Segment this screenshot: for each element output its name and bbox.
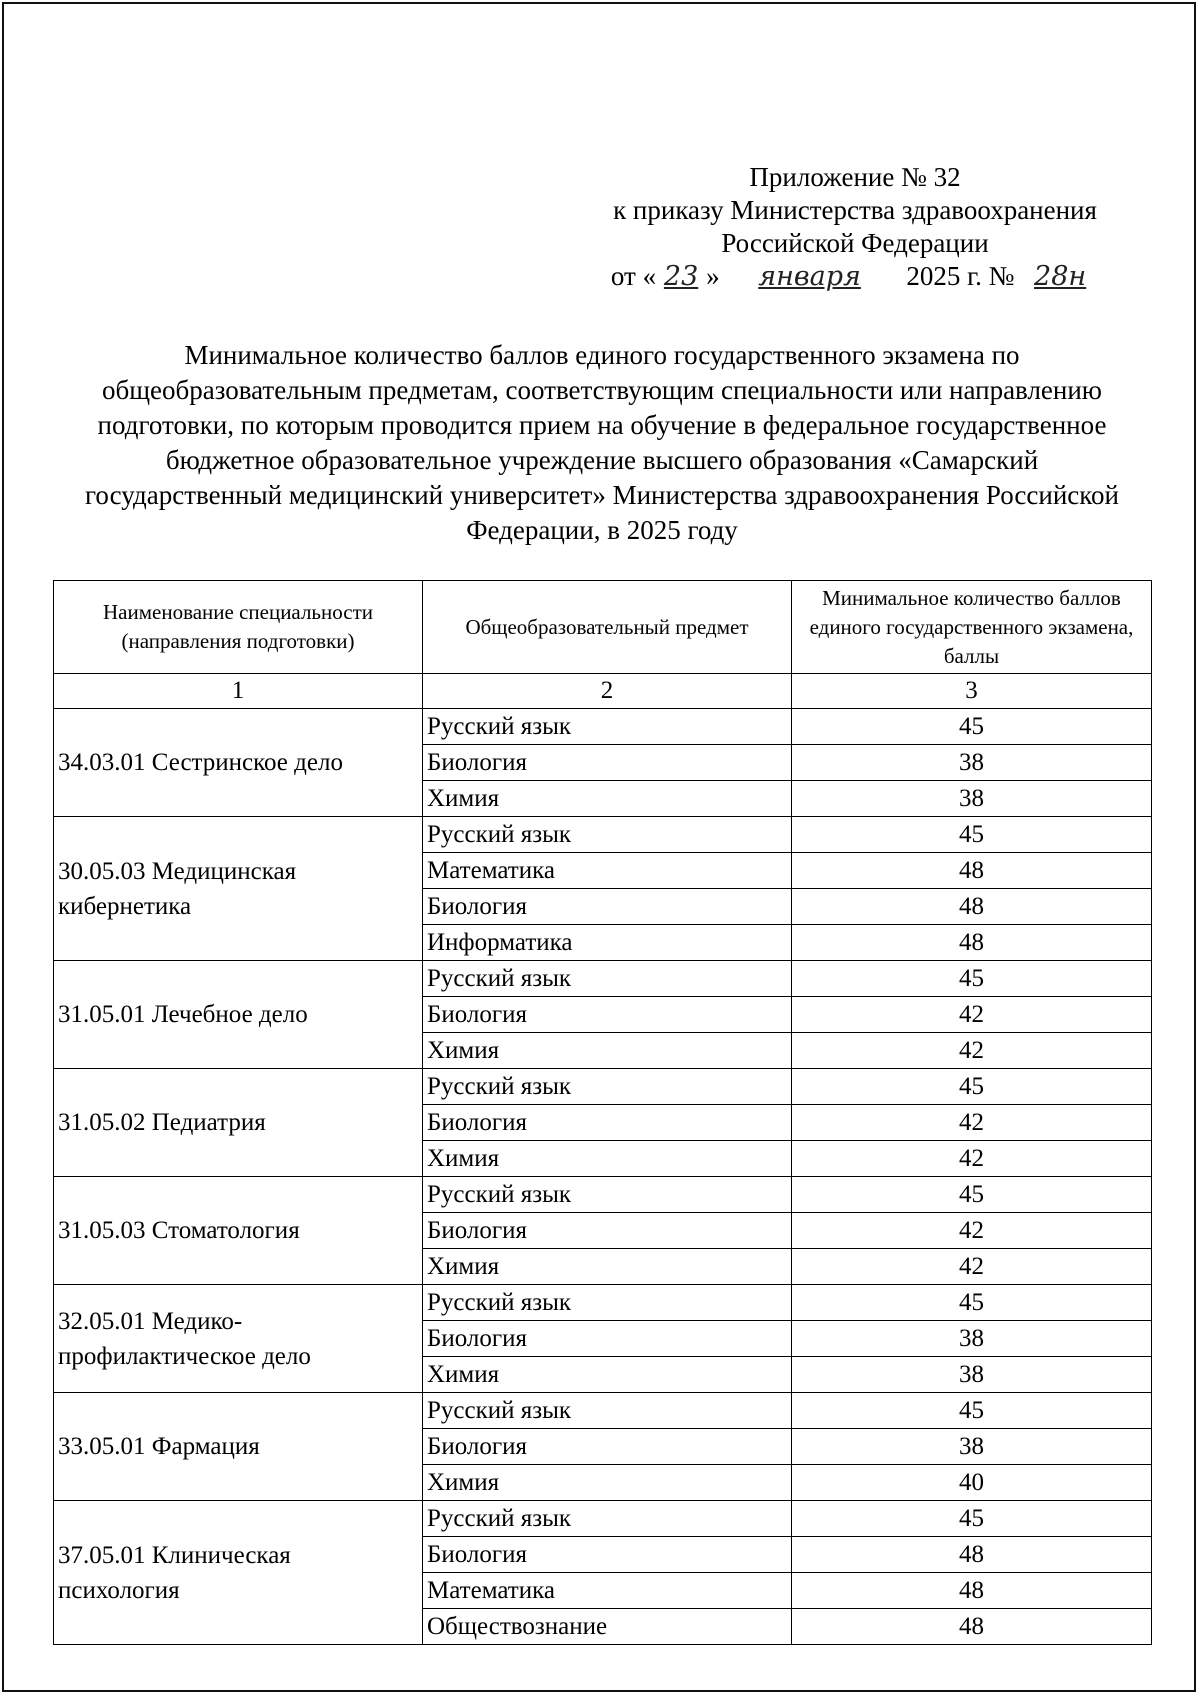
score-cell: 45 [792,709,1152,745]
specialty-cell: 30.05.03 Медицинская кибернетика [54,817,423,961]
subject-cell: Русский язык [423,1177,792,1213]
subject-cell: Химия [423,1357,792,1393]
score-cell: 42 [792,1141,1152,1177]
score-cell: 48 [792,889,1152,925]
subject-cell: Математика [423,1573,792,1609]
subject-cell: Русский язык [423,817,792,853]
subject-cell: Русский язык [423,1393,792,1429]
score-cell: 48 [792,925,1152,961]
table-row [54,817,1152,853]
title-line: общеобразовательным предметам, соответствующим специальности или направлению [102,375,1102,405]
subject-cell: Математика [423,853,792,889]
subject-cell: Русский язык [423,1501,792,1537]
score-cell: 38 [792,745,1152,781]
order-date-line [560,260,1150,293]
date-close-quote: » [706,261,720,291]
federation-line: Российской Федерации [721,228,989,258]
subject-cell: Информатика [423,925,792,961]
subject-cell: Химия [423,1465,792,1501]
handwritten-day: 23 [663,261,699,292]
score-cell: 45 [792,817,1152,853]
score-cell: 42 [792,1213,1152,1249]
column-number: 3 [792,674,1152,709]
score-cell: 42 [792,1105,1152,1141]
specialty-cell: 32.05.01 Медико-профилактическое дело [54,1285,423,1393]
scores-table [53,580,1152,1645]
subject-cell: Химия [423,781,792,817]
specialty-cell: 37.05.01 Клиническая психология [54,1501,423,1645]
table-row [54,1501,1152,1537]
subject-cell: Биология [423,997,792,1033]
date-year: 2025 г. № [906,261,1015,291]
subject-cell: Химия [423,1033,792,1069]
title-line: государственный медицинский университет» Министерства здравоохранения Российской [85,480,1119,510]
column-number: 2 [423,674,792,709]
score-cell: 45 [792,1069,1152,1105]
appendix-number: Приложение № 32 [749,162,961,192]
score-cell: 45 [792,961,1152,997]
subject-cell: Химия [423,1249,792,1285]
subject-cell: Обществознание [423,1609,792,1645]
score-cell: 45 [792,1285,1152,1321]
column-number: 1 [54,674,423,709]
order-reference: к приказу Министерства здравоохранения [613,195,1097,225]
subject-cell: Русский язык [423,1285,792,1321]
table-row [54,1177,1152,1213]
subject-cell: Биология [423,1105,792,1141]
specialty-cell: 31.05.01 Лечебное дело [54,961,423,1069]
column-number-row [54,674,1152,709]
table-row [54,1285,1152,1321]
specialty-cell: 31.05.02 Педиатрия [54,1069,423,1177]
title-line: Федерации, в 2025 году [466,515,738,545]
table-row [54,709,1152,745]
specialty-cell: 34.03.01 Сестринское дело [54,709,423,817]
subject-cell: Биология [423,1213,792,1249]
subject-cell: Русский язык [423,961,792,997]
title-line: Минимальное количество баллов единого государственного экзамена по [184,340,1020,370]
score-cell: 42 [792,997,1152,1033]
score-cell: 42 [792,1249,1152,1285]
subject-cell: Русский язык [423,709,792,745]
score-cell: 38 [792,1321,1152,1357]
score-cell: 38 [792,781,1152,817]
score-cell: 45 [792,1177,1152,1213]
handwritten-order-number: 28н [1034,261,1087,292]
subject-cell: Биология [423,745,792,781]
subject-cell: Химия [423,1141,792,1177]
subject-cell: Биология [423,1321,792,1357]
table-header-row [54,581,1152,674]
subject-cell: Русский язык [423,1069,792,1105]
table-row [54,961,1152,997]
header-subject: Общеобразовательный предмет [423,581,792,674]
subject-cell: Биология [423,889,792,925]
table-row [54,1393,1152,1429]
score-cell: 48 [792,1537,1152,1573]
score-cell: 48 [792,853,1152,889]
document-title [58,338,1146,548]
score-cell: 38 [792,1429,1152,1465]
score-cell: 45 [792,1501,1152,1537]
header-min-score: Минимальное количество баллов единого государственного экзамена, баллы [792,581,1152,674]
title-line: подготовки, по которым проводится прием на обучение в федеральное государственное [97,410,1107,440]
score-cell: 38 [792,1357,1152,1393]
appendix-block [560,161,1150,293]
title-line: бюджетное образовательное учреждение высшего образования «Самарский [165,445,1039,475]
score-cell: 40 [792,1465,1152,1501]
header-specialty: Наименование специальности (направления подготовки) [54,581,423,674]
subject-cell: Биология [423,1429,792,1465]
score-cell: 45 [792,1393,1152,1429]
score-cell: 48 [792,1573,1152,1609]
specialty-cell: 31.05.03 Стоматология [54,1177,423,1285]
date-prefix: от « [610,261,657,291]
score-cell: 42 [792,1033,1152,1069]
handwritten-month: января [758,261,861,292]
table-row [54,1069,1152,1105]
subject-cell: Биология [423,1537,792,1573]
score-cell: 48 [792,1609,1152,1645]
specialty-cell: 33.05.01 Фармация [54,1393,423,1501]
